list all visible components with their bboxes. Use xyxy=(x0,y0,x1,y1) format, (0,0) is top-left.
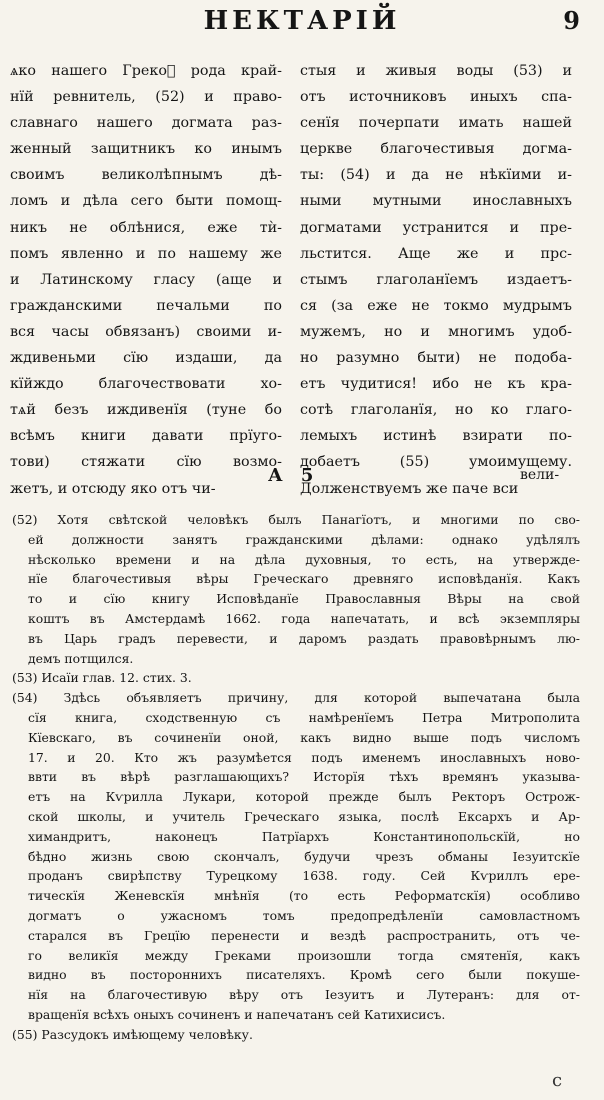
catchword: вели- xyxy=(520,467,560,483)
footnote-line: демъ потщился. xyxy=(28,650,134,666)
footnote-line: коштъ въ Амстердамѣ 1662. года напечатать, и всѣ экземпляры xyxy=(28,610,580,626)
text-line: стыя и живыя воды (53) и xyxy=(300,63,572,79)
footnote-line: старался въ Грецїю перенести и вездѣ распространить, отъ че- xyxy=(28,927,580,943)
text-line: женный защитникъ ко инымъ xyxy=(10,141,282,158)
text-line: своимъ великолѣпнымъ дѣ- xyxy=(10,167,282,184)
footnote-line: химандритъ, наконецъ Патрїархъ Константинопольскїй, но xyxy=(28,828,580,844)
footnote-line: нїе благочестивыя вѣры Греческаго древняго исповѣданїя. Какъ xyxy=(28,571,580,587)
text-line: сенїя почерпати имать нашей xyxy=(300,115,572,132)
right-column xyxy=(300,58,572,502)
footnote-line: проданъ свирѣпству Турецкому 1638. году. Сей Кѵриллъ ере- xyxy=(28,868,580,884)
text-line: стымъ глаголанїемъ издаетъ- xyxy=(300,271,572,288)
footnote-line: нїя на благочестивую вѣру отъ Іезуитъ и Лутеранъ: для от- xyxy=(28,987,580,1003)
text-line: нїй ревнитель, (52) и право- xyxy=(10,89,282,106)
footnote-line: Кїевскаго, въ сочиненїи оной, какъ видно выше подъ числомъ xyxy=(28,729,580,745)
text-line: церкве благочестивыя догма- xyxy=(300,141,572,158)
footnote-line: ей должности занятъ гражданскими дѣлами: однако удѣлялъ xyxy=(28,531,580,547)
text-line: кїйждо благочествовати хо- xyxy=(10,376,282,393)
footnote-line: го великїя между Греками произошли тогда смятенїя, какъ xyxy=(28,947,580,963)
footnote-line: (53) Исаїи глав. 12. стих. 3. xyxy=(12,670,192,686)
running-head xyxy=(0,6,604,40)
text-line: ты: (54) и да не нѣкїими и- xyxy=(300,167,572,184)
text-line: отъ источниковъ иныхъ спа- xyxy=(300,89,572,106)
footnote-line: 17. и 20. Кто жъ разумѣется подъ именемъ инославныхъ ново- xyxy=(28,749,580,765)
text-line: мужемъ, но и многимъ удоб- xyxy=(300,323,572,340)
text-line: славнаго нашего догмата раз- xyxy=(10,115,282,132)
text-line: тѧй безъ иждивенїя (туне бо xyxy=(10,402,282,419)
text-line: ломъ и дѣла сего быти помощ- xyxy=(10,193,282,210)
footnote-line: (52) Хотя свѣтской человѣкъ былъ Панагїотъ, и многими по сво- xyxy=(12,512,580,527)
footnote-line: (54) Здѣсь объявляетъ причину, для которой выпечатана была xyxy=(12,690,580,706)
footnote-line: видно въ постороннихъ писателяхъ. Кромѣ сего были покуше- xyxy=(28,967,580,983)
text-line: етъ чудитися! ибо не къ кра- xyxy=(300,376,572,393)
footnote-line: догматъ о ужасномъ томъ предопредѣленїи самовластномъ xyxy=(28,907,580,923)
text-line: Долженствуемъ же паче вси xyxy=(300,480,519,497)
footnote xyxy=(12,510,580,668)
footnote-line: вращенїя всѣхъ оныхъ сочиненъ и напечатанъ сей Катихисисъ. xyxy=(28,1006,446,1022)
footnote-line: въ Царь градъ перевести, и даромъ раздать правовѣрнымъ лю- xyxy=(28,630,580,646)
page-number: 9 xyxy=(563,6,580,35)
footnote-line: етъ на Кѵрилла Лукари, которой прежде былъ Ректоръ Острож- xyxy=(28,789,580,805)
text-line: ждивеньми сїю издаши, да xyxy=(10,350,282,367)
text-line: и Латинскому гласу (аще и xyxy=(10,271,282,288)
text-line: сотѣ глаголанїя, но ко глаго- xyxy=(300,402,572,419)
footnote xyxy=(12,668,580,688)
text-line: тови) стяжати сїю возмо- xyxy=(10,454,282,471)
text-line: помъ явленно и по нашему же xyxy=(10,245,282,262)
footnote-line: сїя книга, сходственную съ намѣренїемъ Петра Митрополита xyxy=(28,709,580,725)
footnote xyxy=(12,688,580,1025)
text-line: лемыхъ истинѣ взирати по- xyxy=(300,428,572,445)
text-line: ся (за еже не токмо мудрымъ xyxy=(300,297,572,314)
footnote-line: ской школы, и учитель Греческаго языка, послѣ Ексархъ и Ар- xyxy=(28,808,580,824)
text-line: гражданскими печальми по xyxy=(10,297,282,314)
stray-mark: с xyxy=(552,1070,563,1091)
text-line: ѧко нашего Грекоⷡ рода край- xyxy=(10,63,282,79)
footnote-line: ввти въ вѣрѣ разглашающихъ? Исторїя тѣхъ времянъ указыва- xyxy=(28,769,580,785)
text-line: льстится. Аще же и прс- xyxy=(300,245,572,262)
text-line: добаетъ (55) умоимущему. xyxy=(300,454,572,471)
footnote xyxy=(12,1025,580,1045)
text-line: вся часы обвязанъ) своими и- xyxy=(10,323,282,340)
text-line: ными мутными инославныхъ xyxy=(300,193,572,210)
left-column xyxy=(10,58,282,502)
footnotes xyxy=(12,510,580,1045)
page-title: НЕКТАРІЙ xyxy=(203,6,401,36)
footnote-line: бѣдно жизнь свою скончалъ, будучи чрезъ обманы Іезуитскїе xyxy=(28,848,580,864)
signature-row xyxy=(0,465,604,493)
text-line: всѣмъ книги давати прїуго- xyxy=(10,428,282,445)
text-line: но разумно быти) не подоба- xyxy=(300,350,572,367)
text-line: никъ не облѣнися, еже тѝ- xyxy=(10,219,282,236)
footnote-line: то и сїю книгу Исповѣданїе Православныя Вѣры на свой xyxy=(28,591,580,607)
text-line: догматами устранится и пре- xyxy=(300,219,572,236)
footnote-line: тическїя Женевскїя мнѣнїя (то есть Реформатскїя) особливо xyxy=(28,888,580,904)
footnote-line: нѣсколько времени и на дѣла духовныя, то есть, на утвержде- xyxy=(28,551,580,567)
footnote-line: (55) Разсудокъ имѣющему человѣку. xyxy=(12,1026,253,1042)
text-line: жетъ, и отсюду яко отъ чи- xyxy=(10,480,216,497)
signature-mark: А 5 xyxy=(268,465,320,486)
